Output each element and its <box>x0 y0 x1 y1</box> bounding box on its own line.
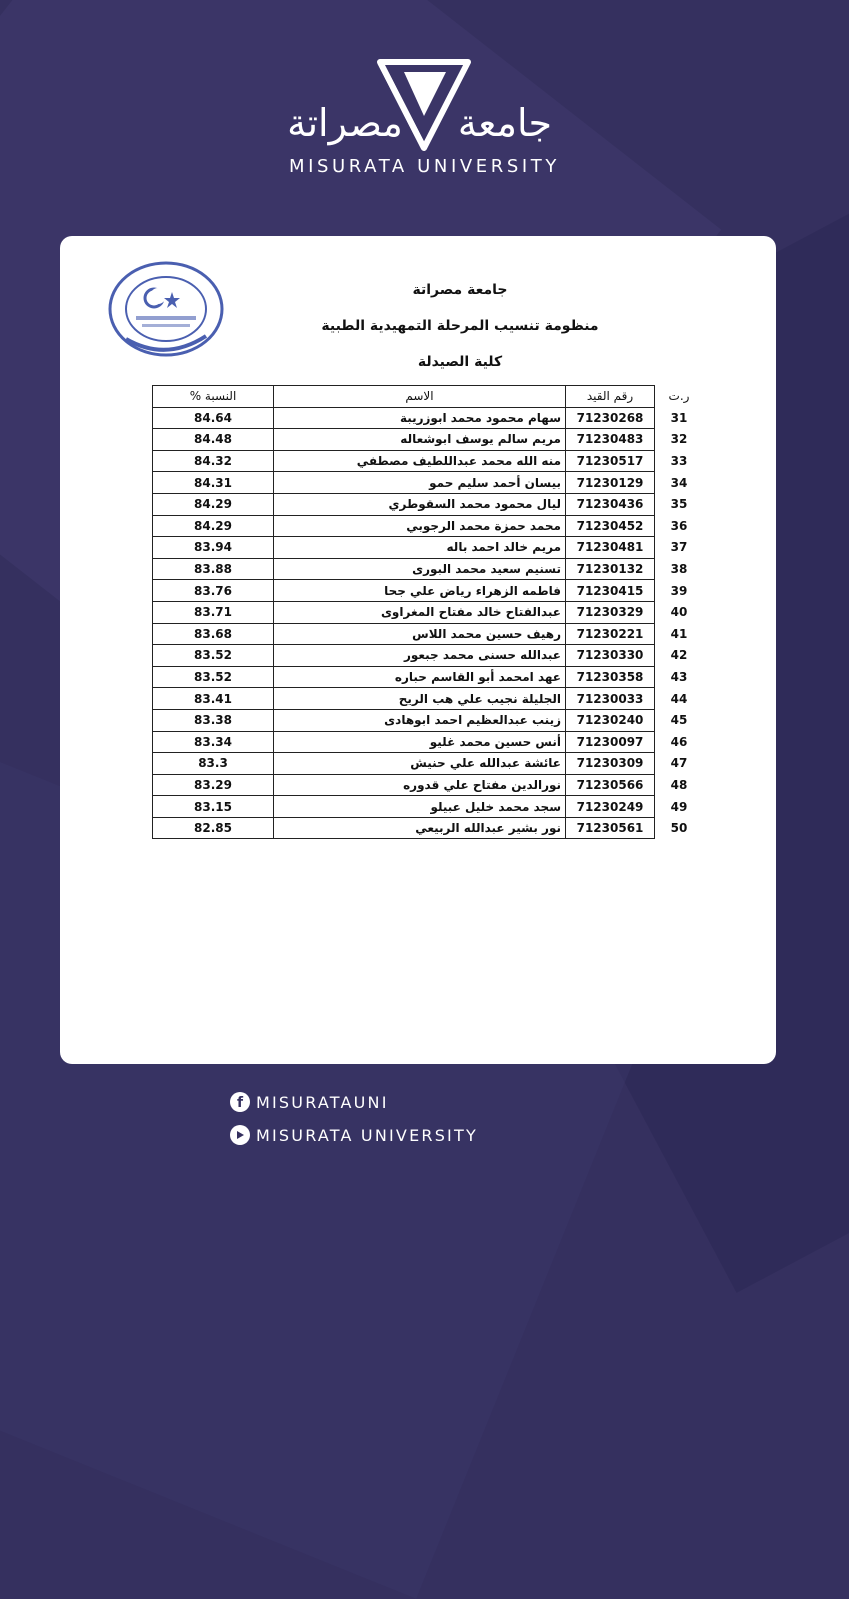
logo-arabic-right: جامعة <box>457 101 553 145</box>
youtube-icon <box>230 1125 250 1145</box>
row-number: 32 <box>670 432 688 447</box>
row-number: 35 <box>670 497 688 512</box>
percentage: 83.15 <box>153 796 274 818</box>
student-name: سهام محمود محمد ابوزريبة <box>274 407 566 429</box>
registration-number: 71230129 <box>566 472 655 494</box>
registration-number: 71230481 <box>566 537 655 559</box>
logo-english-text: MISURATA UNIVERSITY <box>288 156 561 177</box>
percentage: 83.68 <box>153 623 274 645</box>
faculty-name: كلية الصيدلة <box>417 354 503 370</box>
facebook-link[interactable] <box>230 1092 389 1112</box>
registration-number: 71230033 <box>566 688 655 710</box>
table-row <box>153 450 704 472</box>
percentage: 83.52 <box>153 666 274 688</box>
ministry-seal-icon <box>106 254 226 364</box>
row-number: 38 <box>670 562 688 577</box>
table-row <box>153 601 704 623</box>
registration-number: 71230517 <box>566 450 655 472</box>
percentage: 84.48 <box>153 429 274 451</box>
percentage: 82.85 <box>153 817 274 839</box>
table-row <box>153 558 704 580</box>
table-row <box>153 796 704 818</box>
table-row <box>153 493 704 515</box>
table-row <box>153 645 704 667</box>
registration-number: 71230132 <box>566 558 655 580</box>
youtube-handle: MISURATA UNIVERSITY <box>256 1125 478 1145</box>
student-name: رهيف حسين محمد اللاس <box>274 623 566 645</box>
table-row <box>153 580 704 602</box>
results-card <box>60 236 776 1064</box>
percentage: 84.29 <box>153 493 274 515</box>
percentage: 83.34 <box>153 731 274 753</box>
row-number: 41 <box>670 626 688 641</box>
student-name: مريم خالد احمد باله <box>274 537 566 559</box>
registration-number: 71230566 <box>566 774 655 796</box>
student-name: ليال محمود محمد السقوطري <box>274 493 566 515</box>
table-row <box>153 731 704 753</box>
percentage: 83.29 <box>153 774 274 796</box>
student-name: مريم سالم يوسف ابوشعاله <box>274 429 566 451</box>
document-title: جامعة مصراتة <box>412 282 508 298</box>
table-row <box>153 709 704 731</box>
percentage: 84.32 <box>153 450 274 472</box>
student-name: زينب عبدالعظيم احمد ابوهادى <box>274 709 566 731</box>
student-name: عائشة عبدالله علي حنيش <box>274 753 566 775</box>
table-row <box>153 515 704 537</box>
student-name: عبدالفتاح خالد مفتاح المغراوى <box>274 601 566 623</box>
student-name: بيسان أحمد سليم حمو <box>274 472 566 494</box>
student-name: تسنيم سعيد محمد البورى <box>274 558 566 580</box>
row-number: 50 <box>670 821 688 836</box>
row-number: 39 <box>670 583 688 598</box>
row-number: 43 <box>670 670 688 685</box>
row-number: 34 <box>670 475 688 490</box>
registration-number: 71230358 <box>566 666 655 688</box>
percentage: 83.88 <box>153 558 274 580</box>
row-number: 49 <box>670 799 688 814</box>
column-header-name: الاسم <box>274 386 566 408</box>
row-number: 42 <box>670 648 688 663</box>
table-row <box>153 666 704 688</box>
row-number: 36 <box>670 518 688 533</box>
facebook-icon: f <box>230 1092 250 1112</box>
registration-number: 71230561 <box>566 817 655 839</box>
row-number: 37 <box>670 540 688 555</box>
table-header-row <box>153 386 704 408</box>
row-number: 44 <box>670 691 688 706</box>
registration-number: 71230240 <box>566 709 655 731</box>
row-number: 45 <box>670 713 688 728</box>
registration-number: 71230268 <box>566 407 655 429</box>
registration-number: 71230483 <box>566 429 655 451</box>
percentage: 84.29 <box>153 515 274 537</box>
student-name: فاطمه الزهراء رياض علي جحا <box>274 580 566 602</box>
student-name: محمد حمزة محمد الرجوبي <box>274 515 566 537</box>
facebook-handle: MISURATAUNI <box>256 1092 389 1112</box>
column-header-percentage: النسبة % <box>153 386 274 408</box>
row-number: 48 <box>670 777 688 792</box>
registration-number: 71230249 <box>566 796 655 818</box>
student-name: سجد محمد خليل عبيلو <box>274 796 566 818</box>
column-header-id: رقم القيد <box>566 386 655 408</box>
registration-number: 71230452 <box>566 515 655 537</box>
registration-number: 71230097 <box>566 731 655 753</box>
logo-arabic-left: مصراتة <box>287 101 403 145</box>
table-row <box>153 623 704 645</box>
row-number: 46 <box>670 734 688 749</box>
table-row <box>153 817 704 839</box>
percentage: 83.52 <box>153 645 274 667</box>
row-number: 33 <box>670 454 688 469</box>
student-name: نور بشير عبدالله الربيعي <box>274 817 566 839</box>
table-row <box>153 537 704 559</box>
results-table <box>152 385 703 839</box>
registration-number: 71230309 <box>566 753 655 775</box>
table-row <box>153 472 704 494</box>
student-name: عبدالله حسنى محمد جبعور <box>274 645 566 667</box>
percentage: 83.94 <box>153 537 274 559</box>
registration-number: 71230329 <box>566 601 655 623</box>
youtube-link[interactable] <box>230 1125 478 1145</box>
document-subtitle: منظومة تنسيب المرحلة التمهيدية الطبية <box>321 318 599 334</box>
row-number: 40 <box>670 605 688 620</box>
registration-number: 71230436 <box>566 493 655 515</box>
percentage: 83.71 <box>153 601 274 623</box>
student-name: عهد امحمد أبو القاسم حباره <box>274 666 566 688</box>
percentage: 83.76 <box>153 580 274 602</box>
table-row <box>153 429 704 451</box>
student-name: نورالدين مفتاح علي قدوره <box>274 774 566 796</box>
student-name: الجليلة نجيب علي هب الريح <box>274 688 566 710</box>
student-name: أنس حسين محمد غليو <box>274 731 566 753</box>
table-row <box>153 688 704 710</box>
registration-number: 71230415 <box>566 580 655 602</box>
percentage: 83.3 <box>153 753 274 775</box>
percentage: 83.38 <box>153 709 274 731</box>
percentage: 83.41 <box>153 688 274 710</box>
table-row <box>153 774 704 796</box>
column-header-no: ر.ت <box>668 389 690 404</box>
table-body <box>153 407 704 839</box>
registration-number: 71230221 <box>566 623 655 645</box>
percentage: 84.64 <box>153 407 274 429</box>
table-row <box>153 407 704 429</box>
row-number: 31 <box>670 410 688 425</box>
row-number: 47 <box>670 756 688 771</box>
student-name: منه الله محمد عبداللطيف مصطفي <box>274 450 566 472</box>
registration-number: 71230330 <box>566 645 655 667</box>
table-row <box>153 753 704 775</box>
percentage: 84.31 <box>153 472 274 494</box>
